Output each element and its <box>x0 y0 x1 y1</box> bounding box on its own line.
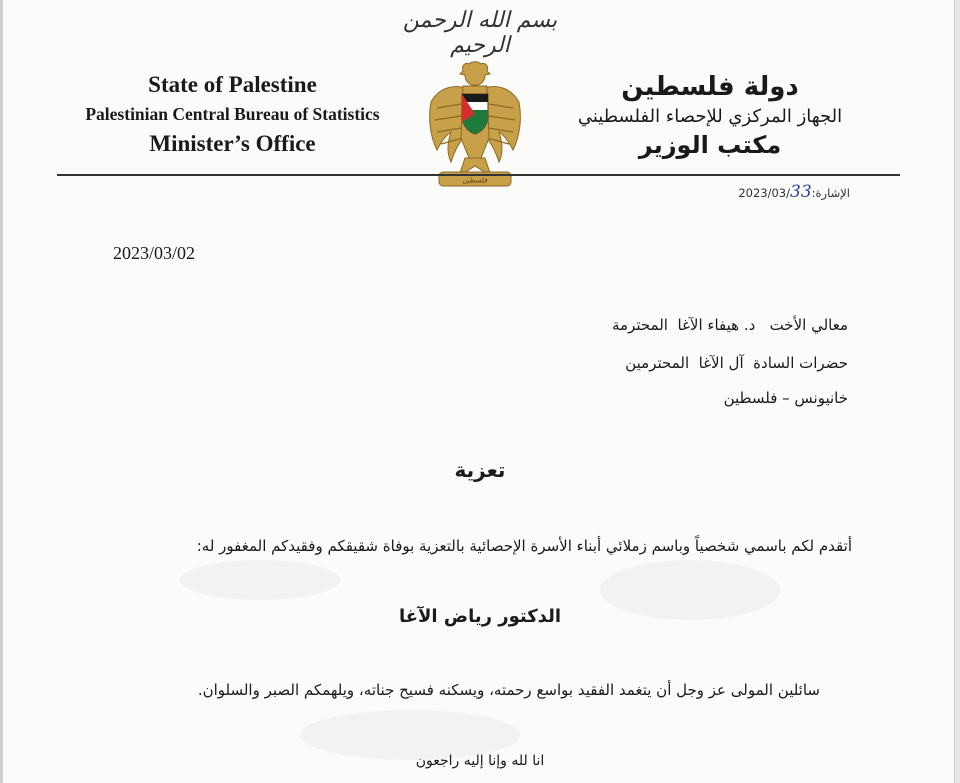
reference-handwritten-number: 33 <box>790 182 812 202</box>
page-right-edge <box>954 0 960 783</box>
reference-prefix: 2023/03/ <box>738 186 790 200</box>
arabic-header <box>520 72 900 159</box>
header-divider <box>57 174 900 176</box>
reference-number <box>700 182 850 202</box>
letter-title: تعزية <box>454 458 506 482</box>
deceased-name: الدكتور رياض الآغا <box>398 606 562 627</box>
bureau-name-ar: الجهاز المركزي للإحصاء الفلسطيني <box>577 106 843 127</box>
office-name-ar: مكتب الوزير <box>638 131 782 159</box>
prayer-paragraph: سائلين المولى عز وجل أن يتغمد الفقيد بواسع رحمته، ويسكنه فسيح جناته، ويلهمكم الصبر والسلوان. <box>197 681 820 699</box>
reference-label: الإشارة: <box>811 186 850 200</box>
recipient-line: حضرات السادة آل الآغا المحترمين <box>625 354 848 372</box>
office-name-en: Minister’s Office <box>149 131 316 156</box>
condolence-paragraph: أتقدم لكم باسمي شخصياً وباسم زملائي أبناء الأسرة الإحصائية بالتعزية بوفاة شقيقكم وفقيدكم المغفور له: <box>196 537 852 555</box>
svg-text:فلسطين: فلسطين <box>462 176 488 185</box>
closing-verse: انا لله وإنا إليه راجعون <box>415 753 545 769</box>
page-left-edge <box>0 0 3 783</box>
letter-date: 2023/03/02 <box>113 243 196 263</box>
scan-smudge <box>180 560 340 600</box>
country-name-en: State of Palestine <box>148 72 317 97</box>
country-name-ar: دولة فلسطين <box>621 72 799 102</box>
recipient-line: خانيونس – فلسطين <box>723 389 848 407</box>
recipient-line: معالي الأخت د. هيفاء الآغا المحترمة <box>612 316 848 334</box>
english-header <box>55 72 410 157</box>
bureau-name-en: Palestinian Central Bureau of Statistics <box>85 104 380 124</box>
palestine-eagle-emblem-icon <box>425 58 525 190</box>
basmala: بسم الله الرحمن الرحيم <box>402 8 558 58</box>
